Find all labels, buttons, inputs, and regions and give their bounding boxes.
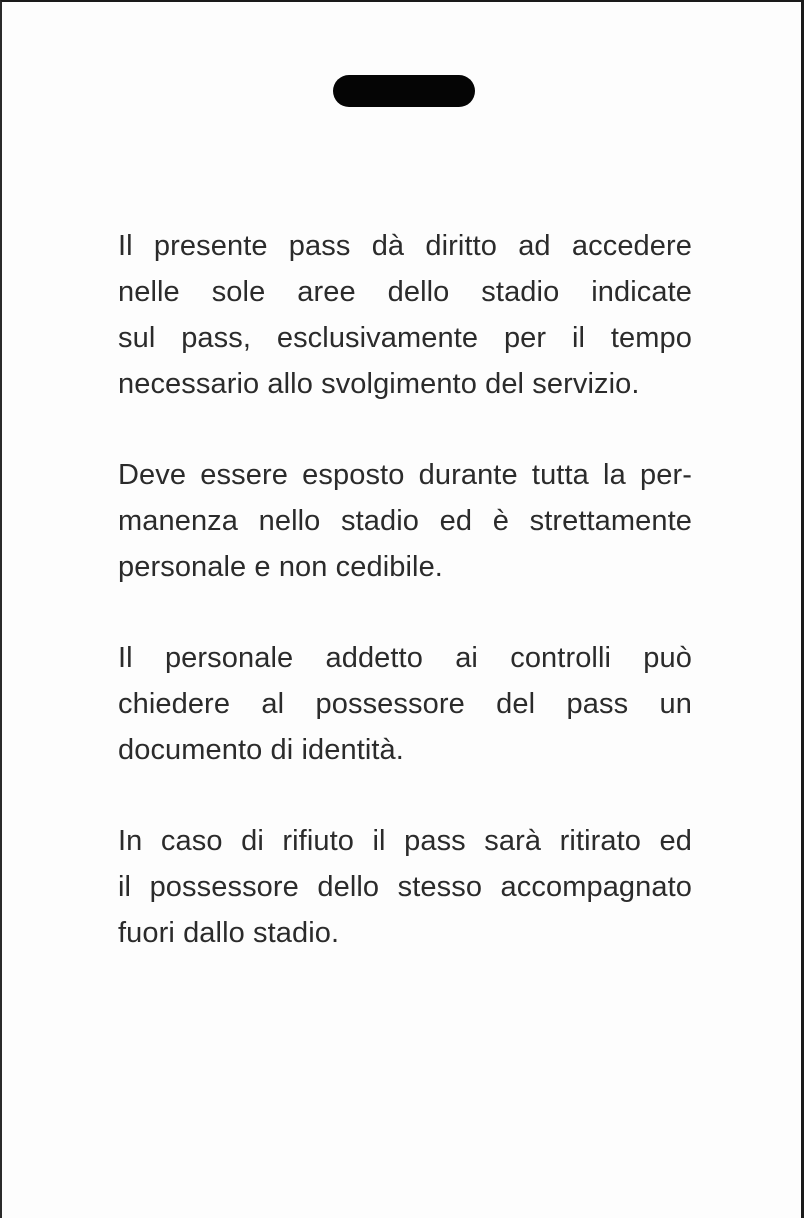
terms-paragraph-display [118,452,692,590]
text-line: In caso di rifiuto il pass sarà ritirato ed [118,825,692,857]
text-line: Il presente pass dà diritto ad accedere [118,230,692,262]
text-line: fuori dallo stadio. [118,917,340,949]
lanyard-slot [333,75,475,107]
text-line: il possessore dello stesso accompagnato [118,871,692,903]
text-line: Deve essere esposto durante tutta la per- [118,459,692,491]
text-line: manenza nello stadio ed è strettamente [118,505,692,537]
pass-terms-text [118,223,692,1001]
terms-paragraph-access [118,223,692,407]
text-line: documento di identità. [118,734,404,766]
text-line: Il personale addetto ai controlli può [118,642,692,674]
text-line: necessario allo svolgimento del servizio. [118,368,640,400]
text-line: chiedere al possessore del pass un [118,688,692,720]
text-line: nelle sole aree dello stadio indicate [118,276,692,308]
text-line: personale e non cedibile. [118,551,443,583]
terms-paragraph-refusal [118,818,692,956]
text-line: sul pass, esclusivamente per il tempo [118,322,692,354]
terms-paragraph-identity [118,635,692,773]
